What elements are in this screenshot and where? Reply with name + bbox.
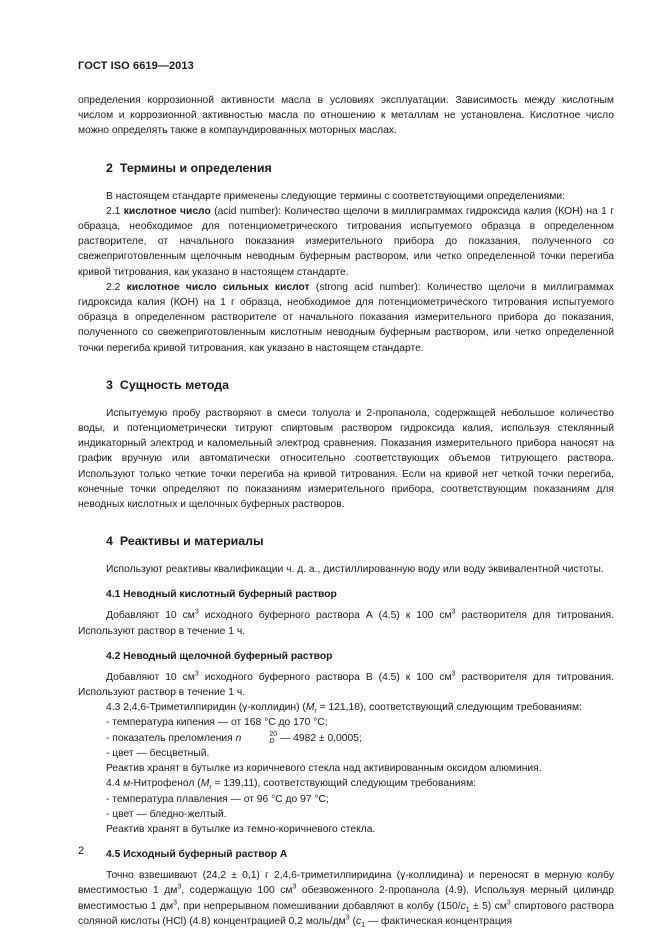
- subsection-4-2-heading: 4.2 Неводный щелочной буферный раствор: [106, 650, 333, 662]
- section-4-title: Реактивы и материалы: [119, 534, 264, 549]
- subsection-4-4: 4.4 м-Нитрофенол $(M_r = 139,11)$, соответствующий следующим требованиям:: [106, 778, 477, 792]
- list-item: - цвет — бледно-желтый.: [106, 808, 227, 820]
- section-2-heading: [78, 160, 614, 176]
- subsection-4-5-heading: 4.5 Исходный буферный раствор А: [106, 849, 288, 861]
- section-4-intro: Используют реактивы квалификации ч. д. а., дистиллированную воду или воду эквивалентной чистоты.: [106, 564, 604, 576]
- page-number: 2: [78, 845, 85, 857]
- list-item: - показатель преломления n 20 D — 4982 ± 0,0005;: [106, 730, 362, 745]
- subsection-4-1-text: Добавляют 10 $см^3$ исходного буферного раствора А (4.5) к 100 $см^3$ растворителя для титрования. Используют раствор в течение 1 ч.: [78, 609, 614, 637]
- term-2-2: 2.2 кислотное число сильных кислот (strong acid number): Количество щелочи в миллиграммах гидроксида калия (КОН) на 1 г образца, необходимое для потенциометрического титрования испытуемого образца в определенном растворителе от начального показания измерительного прибора до показания, полученного со свежеприготовленным кислотным неводным буферным раствором, или четко определенной точки перегиба кривой титрования, как указано в настоящем стандарте.: [78, 281, 614, 354]
- subsection-4-3: 4.3 2,4,6-Триметилпиридин (γ-коллидин) $(M_r = 121,18)$, соответствующий следующим требованиям:: [106, 702, 582, 716]
- storage-note-4-3: Реактив хранят в бутылке из коричневого стекла над активированным оксидом алюминия.: [106, 763, 542, 775]
- subsection-4-1-heading: 4.1 Неводный кислотный буферный раствор: [106, 589, 337, 601]
- list-item: - температура кипения — от 168 °С до 170 °С;: [106, 717, 328, 729]
- section-2-intro: В настоящем стандарте применены следующие термины с соответствующими определениями:: [106, 190, 566, 202]
- section-3-number: 3: [106, 377, 113, 392]
- section-3-heading: [78, 377, 614, 393]
- document-header: ГОСТ ISO 6619—2013: [78, 60, 194, 72]
- term-2-1-name: кислотное число: [123, 205, 211, 217]
- document-body: [78, 93, 614, 929]
- term-2-2-name: кислотное число сильных кислот: [126, 281, 310, 293]
- section-2-number: 2: [106, 160, 113, 175]
- list-item: - цвет — бесцветный.: [106, 747, 210, 759]
- subsection-4-5-text: Точно взвешивают (24,2 ± 0,1) г 2,4,6-триметилпиридина (γ-коллидина) и переносят в мерную колбу вместимостью 1 $дм^3$, содержащую 100 $см^3$ обезвоженного 2-пропанола (4.9). Используя мерный цилиндр вместимостью 1 $дм^3$, при непрерывном помешивании добавляют в колбу $(150/c_1 \pm 5)$ $см^3$ спиртового раствора соляной кислоты (HCl) (4.8) концентрацией 0,2 моль/$дм^3$ ($c_1$ — фактическая концентрация: [78, 870, 615, 929]
- section-3-paragraph: Испытуемую пробу растворяют в смеси толуола и 2-пропанола, содержащей небольшое количество воды, и потенциометрически титруют спиртовым раствором гидроксида калия, используя стеклянный индикаторный электрод и каломельный электрод сравнения. Показания измерительного прибора наносят на график вручную или автоматически относительно соответствующих объемов титрующего раствора. Используют только четкие точки перегиба на кривой титрования. Если на кривой нет четкой точки перегиба, конечные точки определяют по показаниям измерительного прибора, соответствующим показаниям для неводных кислотных и щелочных буферных растворов.: [78, 407, 614, 511]
- section-4-heading: [78, 533, 614, 549]
- section-3-title: Сущность метода: [119, 377, 230, 392]
- subsection-4-2-text: Добавляют 10 $см^3$ исходного буферного раствора В (4.5) к 100 $см^3$ растворителя для титрования. Используют раствор в течение 1 ч.: [78, 670, 614, 699]
- storage-note-4-4: Реактив хранят в бутылке из темно-коричневого стекла.: [106, 823, 376, 835]
- section-2-title: Термины и определения: [119, 160, 272, 175]
- term-2-1: 2.1 кислотное число (acid number): Количество щелочи в миллиграммах гидроксида калия (КОН) на 1 г образца, необходимое для потенциометрического титрования испытуемого образца в определенном растворителе, от начального показания измерительного прибора до показания, полученного со свежеприготовленным щелочным неводным буферным раствором, или четко определенной точки перегиба кривой титрования, как указано в настоящем стандарте.: [78, 205, 614, 278]
- section-4-number: 4: [106, 534, 113, 549]
- list-item: - температура плавления — от 96 °С до 97 °С;: [106, 793, 329, 805]
- intro-paragraph: определения коррозионной активности масла в условиях эксплуатации. Зависимость между кислотным числом и коррозионной активностью масла по отношению к металлам не установлена. Кислотное число можно определять также в компаундированных моторных маслах.: [78, 95, 614, 137]
